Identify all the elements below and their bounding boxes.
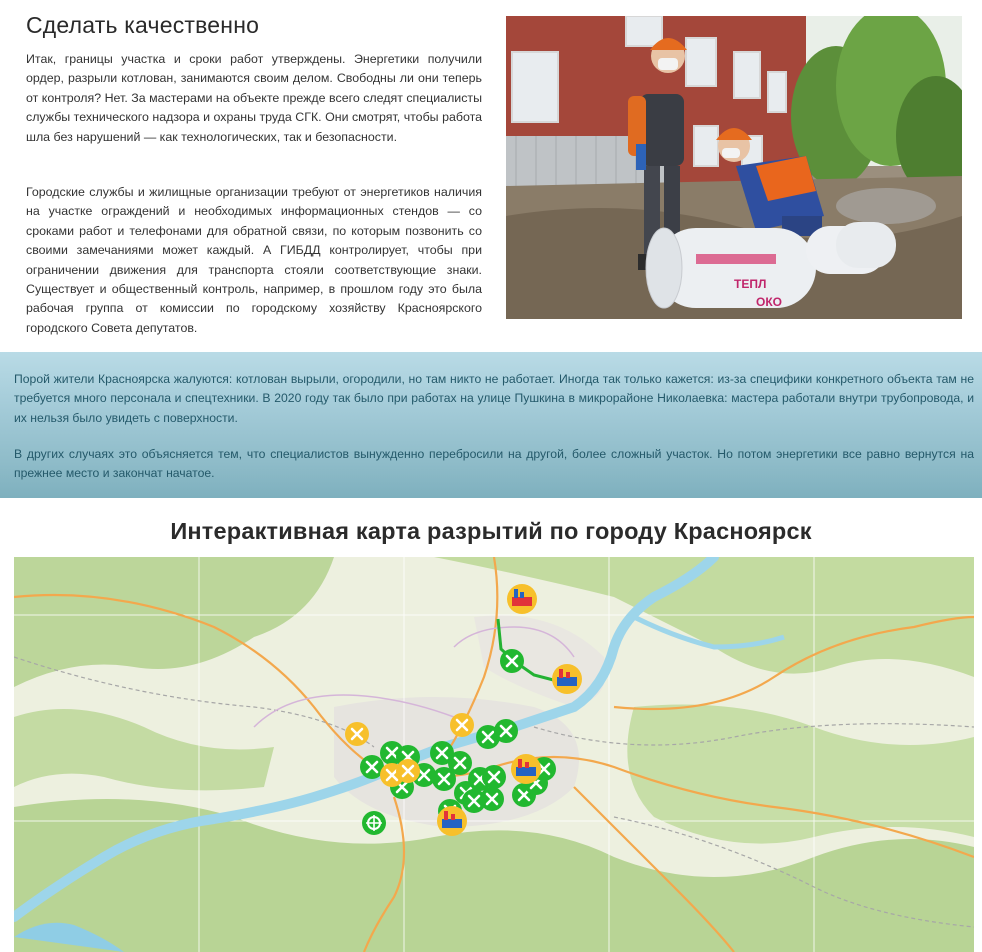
work-marker-planned[interactable] <box>396 759 420 783</box>
band-paragraph-2: В других случаях это объясняется тем, что специалистов вынужденно перебросили на другой, более сложный участок. Но потом энергетики все равно вернутся на прежнее место и закончат начатое. <box>14 447 974 481</box>
band-paragraph-1: Порой жители Красноярска жалуются: котлован вырыли, огородили, но там никто не работает. Иногда так только кажется: из-за специфики конкретного объекта там не требуется много персонала и спецтехники. В 2020 году так было при работах на улице Пушкина в микрорайоне Николаевка: мастера работали внутри трубопровода, и их нельзя было увидеть с поверхности. <box>14 372 974 425</box>
section-paragraph-2: Городские службы и жилищные организации требуют от энергетиков наличия на участке ограждений и необходимых информационных стендов — со сроками работ и телефонами для обратной связи, по которым позвонить со своими замечаниями может каждый. А ГИБДД контролирует, чтобы при ограничении движения для транспорта стояли соответствующие знаки. Существует и общественный контроль, например, в прошлом году это была рабочая группа от комиссии по городскому хозяйству Красноярского городского Совета депутатов. <box>26 185 482 335</box>
work-marker-active[interactable] <box>448 751 472 775</box>
work-marker-active[interactable] <box>494 719 518 743</box>
section-heading: Сделать качественно <box>26 12 260 38</box>
section-paragraph-1: Итак, границы участка и сроки работ утверждены. Энергетики получили ордер, разрыли котлован, занимаются своим делом. Свободны ли они теперь от контроля? Нет. За мастерами на объекте прежде всего следят специалисты службы технического надзора и охраны труда СГК. Они смотрят, чтобы работа шла без нарушений — как технологических, так и безопасности. <box>26 52 482 144</box>
photo-label-2: ОКО <box>756 295 782 309</box>
workers-photo <box>506 16 962 319</box>
photo-label-1: ТЕПЛ <box>734 277 767 291</box>
factory-icon[interactable] <box>507 584 537 614</box>
article-section <box>0 0 982 352</box>
work-marker-active[interactable] <box>362 811 386 835</box>
work-marker-planned[interactable] <box>345 722 369 746</box>
factory-icon[interactable] <box>511 754 541 784</box>
work-marker-active[interactable] <box>482 765 506 789</box>
work-marker-active[interactable] <box>500 649 524 673</box>
map-title: Интерактивная карта разрытий по городу Красноярск <box>170 518 812 544</box>
factory-icon[interactable] <box>437 806 467 836</box>
work-marker-active[interactable] <box>462 789 486 813</box>
info-band <box>0 352 982 498</box>
work-marker-planned[interactable] <box>450 713 474 737</box>
factory-icon[interactable] <box>552 664 582 694</box>
interactive-map[interactable] <box>14 557 974 952</box>
